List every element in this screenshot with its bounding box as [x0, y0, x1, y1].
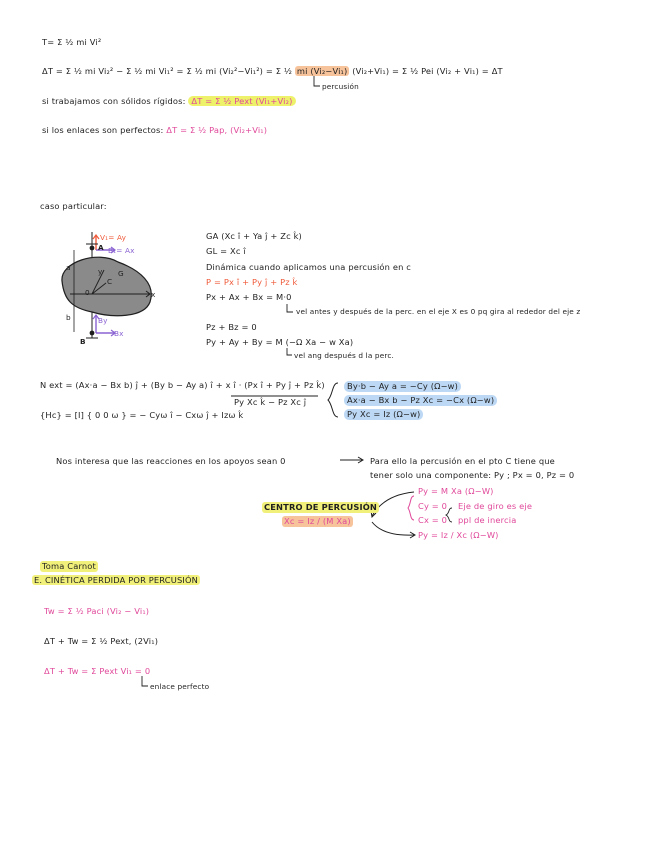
- rigid-solids-text: si trabajamos con sólidos rígidos:: [42, 96, 186, 106]
- lost-energy-heading-text: E. CINÉTICA PERDIDA POR PERCUSIÓN: [34, 575, 199, 585]
- result-py-2: Py = Iz / Xc (Ω−W): [418, 530, 499, 540]
- fig-label-y: y: [98, 267, 103, 276]
- condition-line-1: Para ello la percusión en el pto C tiene que: [370, 456, 555, 466]
- fig-label-a-dim: a: [66, 263, 71, 272]
- eq-py: Py + Ay + By = M (−Ω Xa − w Xa): [206, 337, 354, 347]
- perfect-links-text: si los enlaces son perfectos:: [42, 125, 164, 135]
- dynamics-text: Dinámica cuando aplicamos una percusión en c: [206, 262, 411, 272]
- point-a: [90, 246, 95, 251]
- result-cy: Cy = 0: [418, 501, 448, 511]
- percussion-center-formula: Xc = Iz / (M Xa): [284, 516, 351, 526]
- angular-momentum-eq: {Hc} = [I] { 0 0 ω } = − Cyω î − Cxω ĵ + Izω k̂: [40, 410, 244, 420]
- percusion-annotation: percusión: [322, 82, 359, 91]
- fig-label-a-point: A: [98, 243, 104, 252]
- note-angular-velocity: vel ang después d la perc.: [294, 351, 394, 360]
- principal-axis-note-2: ppl de inercia: [458, 515, 517, 525]
- curve-arrow-bottom: [372, 522, 414, 535]
- point-b: [90, 331, 95, 336]
- fig-label-g: G: [118, 269, 124, 278]
- eq-px: Px + Ax + Bx = M·0: [206, 292, 292, 302]
- delta-t-part-3: (Vi₂+Vi₁) = Σ ½ Pei (Vi₂ + Vi₁) = ΔT: [352, 66, 503, 76]
- lost-energy-heading: [32, 575, 200, 586]
- fig-label-ay: V₁= Ay: [100, 233, 127, 242]
- perfect-links-formula: ΔT = Σ ½ Pap, (Vi₂+Vi₁): [166, 125, 268, 135]
- highlight-eq-2: Ax·a − Bx b − Pz Xc = −Cx (Ω−w): [344, 395, 497, 406]
- eq-gl: GL = Xc î: [206, 246, 246, 256]
- fig-label-by: By: [98, 316, 108, 325]
- enlace-pointer: [142, 676, 148, 686]
- vel-ang-pointer: [287, 348, 292, 355]
- kinetic-energy-definition: T= Σ ½ mi Vi²: [42, 37, 102, 47]
- highlight-eq-3: Py Xc = Iz (Ω−w): [344, 409, 423, 420]
- eq-pz: Pz + Bz = 0: [206, 322, 257, 332]
- condition-line-2: tener solo una componente: Py ; Px = 0, Pz = 0: [370, 470, 575, 480]
- fig-label-c: C: [107, 277, 113, 286]
- rigid-solids-formula: ΔT = Σ ½ Pext (Vi₁+Vi₂): [188, 96, 295, 106]
- result-cx: Cx = 0: [418, 515, 448, 525]
- external-moment-result: Py Xc k̂ − Pz Xc ĵ: [234, 397, 307, 407]
- equations-brace: [328, 383, 338, 417]
- fig-label-origin: 0: [85, 288, 90, 297]
- fig-label-bx: Bx: [114, 329, 124, 338]
- note-velocity: vel antes y después de la perc. en el eje X es 0 pq gira al rededor del eje z: [296, 307, 581, 316]
- principal-axis-note-1: Eje de giro es eje: [458, 501, 533, 511]
- eq-ga: GA (Xc î + Ya ĵ + Zc k̂): [206, 231, 302, 241]
- percussion-center-title: CENTRO DE PERCUSIÓN: [264, 502, 378, 512]
- interest-statement: Nos interesa que las reacciones en los apoyos sean 0: [56, 456, 286, 466]
- vel-pointer: [287, 304, 293, 312]
- eq-dt-tw-zero: ΔT + Tw = Σ Pext Vi₁ = 0: [44, 666, 151, 676]
- particular-case-heading: caso particular:: [40, 201, 107, 211]
- delta-t-highlighted-term: mi (Vi₂−Vi₁): [296, 66, 348, 76]
- eq-percussion-vector: P = Px î + Py ĵ + Pz k̂: [206, 277, 298, 287]
- external-moment-part-2: x î · (Px î + Py ĵ + Pz k̂): [225, 380, 325, 390]
- eq-tw: Tw = Σ ½ Paci (Vi₂ − Vi₁): [44, 606, 150, 616]
- fig-label-ax: B₁= Ax: [108, 246, 135, 255]
- highlight-eq-1: By·b − Ay a = −Cy (Ω−w): [344, 381, 461, 392]
- result-py-1: Py = M Xa (Ω−W): [418, 486, 494, 496]
- fig-label-b-point: B: [80, 337, 86, 346]
- percusion-pointer: [314, 76, 320, 86]
- fig-label-b-dim: b: [66, 313, 71, 322]
- delta-t-part-1: ΔT = Σ ½ mi Vi₂² − Σ ½ mi Vi₁² = Σ ½ mi (Vi₂²−Vi₁²) = Σ ½: [42, 66, 293, 76]
- external-moment-eq: [40, 380, 325, 391]
- eq-dt-tw: ΔT + Tw = Σ ½ Pext, (2Vi₁): [44, 636, 159, 646]
- pink-brace: [408, 496, 414, 520]
- fig-label-x: x: [151, 290, 156, 299]
- perfect-link-note: enlace perfecto: [150, 682, 210, 691]
- carnot-label: Toma Carnot: [42, 561, 96, 571]
- external-moment-part-1: N ext = (Ax·a − Bx b) ĵ + (By b − Ay a) î +: [40, 380, 223, 390]
